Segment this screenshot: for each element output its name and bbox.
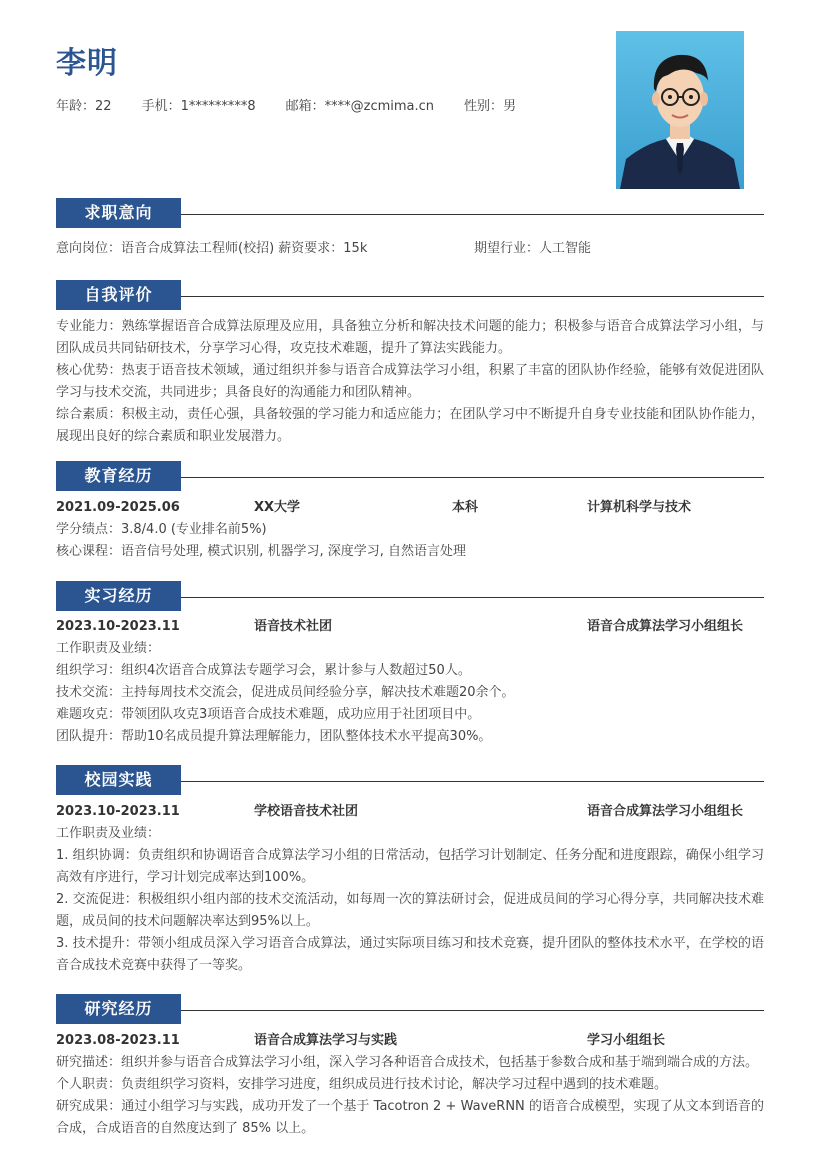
research-row (56, 1030, 764, 1052)
edu-courses: 核心课程：语音信号处理, 模式识别, 机器学习, 深度学习, 自然语言处理 (56, 544, 467, 559)
intent-industry: 期望行业：人工智能 (474, 241, 592, 256)
gender-info: 性别：男 (464, 99, 517, 114)
campus-practice-section (56, 765, 764, 977)
intern-org: 语音技术社团 (254, 619, 333, 634)
intern-duties-label: 工作职责及业绩： (56, 641, 161, 656)
research-project: 语音合成算法学习与实践 (254, 1033, 398, 1048)
research-period: 2023.08-2023.11 (56, 1033, 180, 1048)
edu-gpa: 学分绩点：3.8/4.0 (专业排名前5%) (56, 522, 267, 537)
job-intent-section (56, 198, 764, 260)
research-role: 学习小组组长 (587, 1033, 666, 1048)
section-title: 求职意向 (56, 198, 181, 228)
intern-duty-2: 技术交流：主持每周技术交流会，促进成员间经验分享，解决技术难题20余个。 (56, 685, 515, 700)
self-eval-advantage: 核心优势：热衷于语音技术领域，通过组织并参与语音合成算法学习小组，积累了丰富的团队协作经验，能够有效促进团队学习与技术交流，共同进步；具备良好的沟通能力和团队精神。 (56, 363, 764, 400)
self-eval-professional: 专业能力：熟练掌握语音合成算法原理及应用，具备独立分析和解决技术问题的能力；积极参与语音合成算法学习小组，与团队成员共同钻研技术，分享学习心得，攻克技术难题，提升了算法实践能力。 (56, 319, 764, 356)
campus-duty-2: 2. 交流促进：积极组织小组内部的技术交流活动，如每周一次的算法研讨会，促进成员间的学习心得分享，共同解决技术难题，成员间的技术问题解决率达到95%以上。 (56, 892, 764, 929)
education-section (56, 461, 764, 563)
portrait-illustration (616, 31, 744, 189)
intern-duty-3: 难题攻克：带领团队攻克3项语音合成技术难题，成功应用于社团项目中。 (56, 707, 481, 722)
phone-info: 手机：1*********8 (141, 99, 256, 114)
campus-duty-1: 1. 组织协调：负责组织和协调语音合成算法学习小组的日常活动，包括学习计划制定、任务分配和进度跟踪，确保小组学习高效有序进行，学习计划完成率达到100%。 (56, 848, 764, 885)
self-evaluation-section (56, 280, 764, 448)
section-title: 校园实践 (56, 765, 181, 795)
campus-org: 学校语音技术社团 (254, 804, 359, 819)
section-divider (181, 477, 764, 478)
internship-row (56, 616, 764, 638)
edu-period: 2021.09-2025.06 (56, 500, 180, 515)
profile-photo (616, 31, 744, 189)
section-title: 教育经历 (56, 461, 181, 491)
contact-info (56, 95, 546, 114)
section-divider (181, 597, 764, 598)
section-header (56, 280, 764, 310)
intent-row (56, 238, 764, 260)
section-header (56, 765, 764, 795)
internship-section (56, 581, 764, 748)
section-title: 研究经历 (56, 994, 181, 1024)
section-header (56, 581, 764, 611)
section-divider (181, 214, 764, 215)
email-info: 邮箱：****@zcmima.cn (285, 99, 435, 114)
research-result: 研究成果：通过小组学习与实践，成功开发了一个基于 Tacotron 2 + WaveRNN 的语音合成模型，实现了从文本到语音的合成，合成语音的自然度达到了 85% 以上。 (56, 1099, 764, 1136)
candidate-name: 李明 (56, 46, 118, 81)
intern-period: 2023.10-2023.11 (56, 619, 180, 634)
research-description: 研究描述：组织并参与语音合成算法学习小组，深入学习各种语音合成技术，包括基于参数合成和基于端到端合成的方法。 (56, 1055, 759, 1070)
research-section (56, 994, 764, 1140)
section-title: 实习经历 (56, 581, 181, 611)
intent-position: 意向岗位：语音合成算法工程师(校招) 薪资要求：15k (56, 241, 368, 256)
campus-period: 2023.10-2023.11 (56, 804, 180, 819)
section-title: 自我评价 (56, 280, 181, 310)
section-header (56, 461, 764, 491)
campus-role: 语音合成算法学习小组组长 (587, 804, 744, 819)
education-row (56, 497, 764, 519)
edu-degree: 本科 (452, 500, 479, 515)
section-divider (181, 296, 764, 297)
campus-row (56, 801, 764, 823)
edu-major: 计算机科学与技术 (587, 500, 692, 515)
section-header (56, 994, 764, 1024)
intern-role: 语音合成算法学习小组组长 (587, 619, 744, 634)
age-info: 年龄：22 (56, 99, 112, 114)
section-divider (181, 1010, 764, 1011)
self-eval-overall: 综合素质：积极主动，责任心强，具备较强的学习能力和适应能力；在团队学习中不断提升自身专业技能和团队协作能力，展现出良好的综合素质和职业发展潜力。 (56, 407, 764, 444)
section-divider (181, 781, 764, 782)
research-responsibility: 个人职责：负责组织学习资料，安排学习进度，组织成员进行技术讨论，解决学习过程中遇到的技术难题。 (56, 1077, 668, 1092)
intern-duty-1: 组织学习：组织4次语音合成算法专题学习会，累计参与人数超过50人。 (56, 663, 471, 678)
intern-duty-4: 团队提升：帮助10名成员提升算法理解能力，团队整体技术水平提高30%。 (56, 729, 492, 744)
campus-duties-label: 工作职责及业绩： (56, 826, 161, 841)
section-header (56, 198, 764, 228)
campus-duty-3: 3. 技术提升：带领小组成员深入学习语音合成算法，通过实际项目练习和技术竞赛，提升团队的整体技术水平，在学校的语音合成技术竞赛中获得了一等奖。 (56, 936, 764, 973)
edu-school: XX大学 (254, 500, 301, 515)
